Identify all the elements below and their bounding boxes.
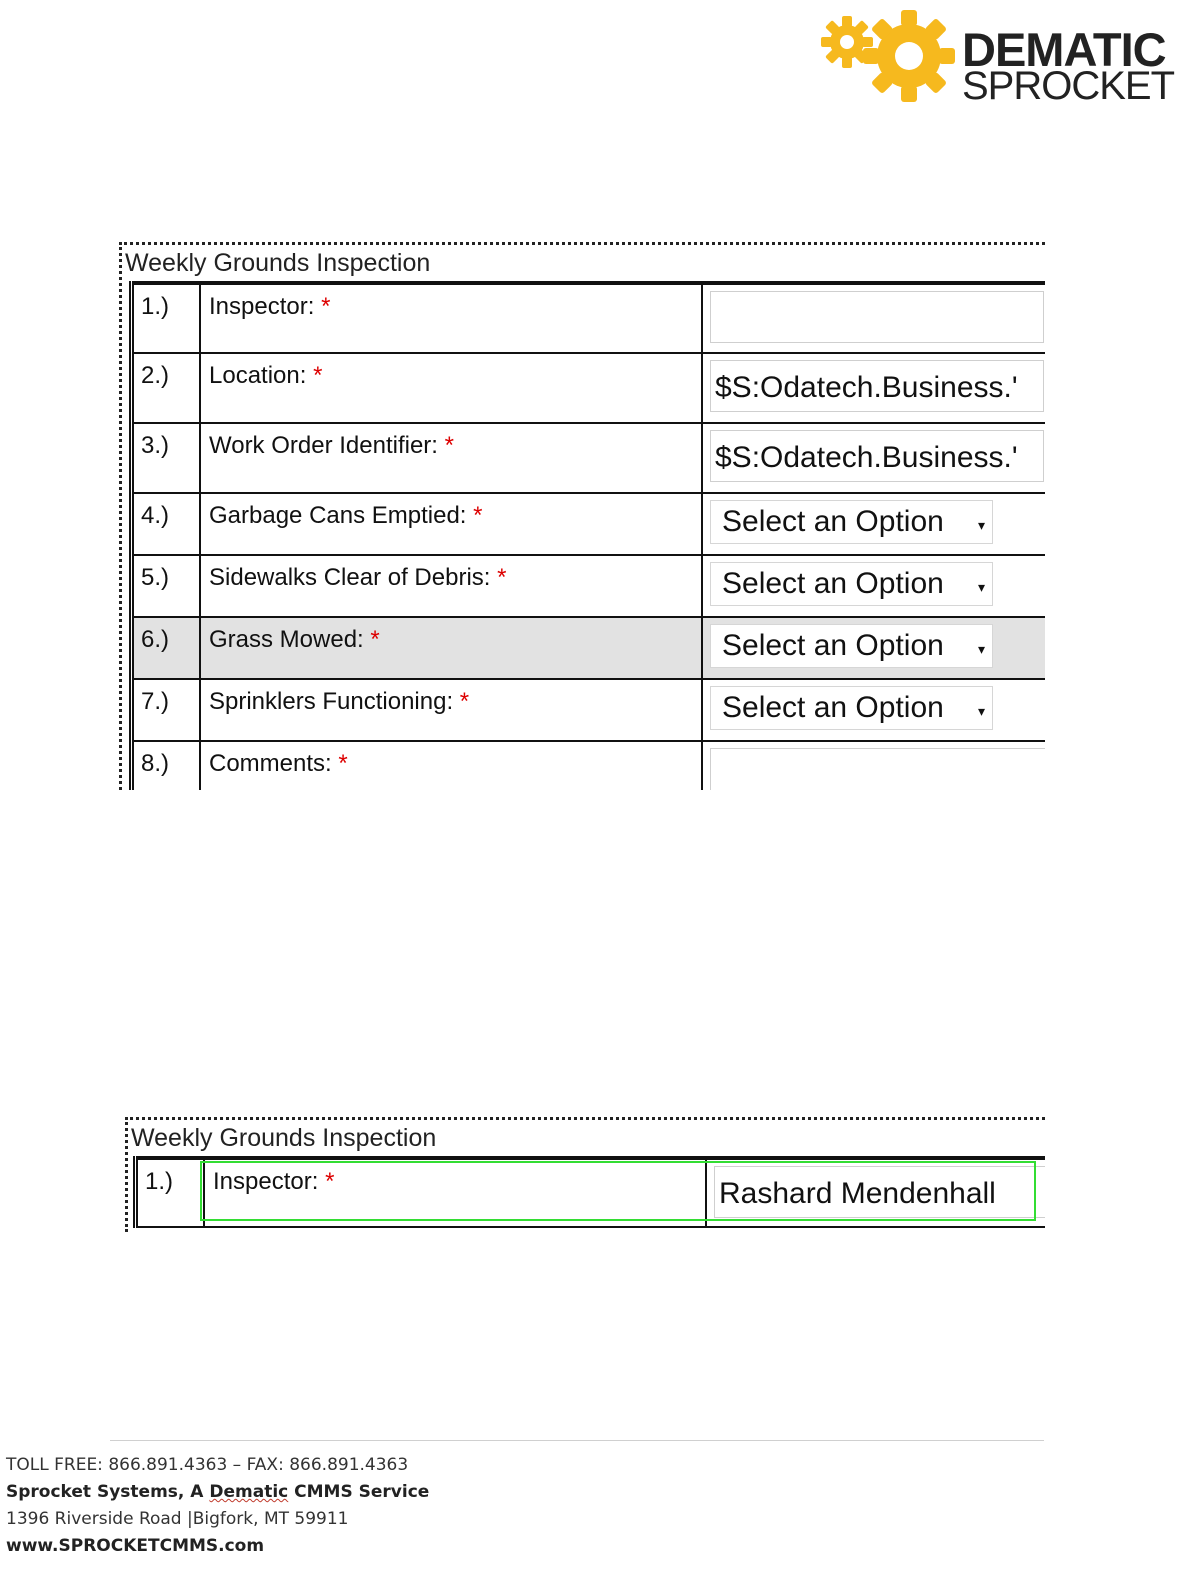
logo-text-sprocket: SPROCKET — [962, 64, 1175, 108]
row-number: 3.) — [132, 423, 201, 493]
table-row — [132, 353, 1046, 423]
field-label-text: Comments: — [209, 750, 332, 777]
footer-phones: TOLL FREE: 866.891.4363 – FAX: 866.891.4363 — [6, 1455, 409, 1475]
field-label-text: Location: — [209, 362, 307, 389]
field-label-text: Inspector: — [209, 293, 315, 320]
field-label — [200, 741, 702, 790]
table-row — [132, 283, 1046, 353]
row-number: 6.) — [132, 617, 201, 679]
field-label-text: Garbage Cans Emptied: — [209, 502, 467, 529]
footer-company-dematic: Dematic — [209, 1482, 289, 1502]
required-marker: * — [473, 502, 483, 529]
garbage-cans-select[interactable] — [710, 500, 993, 544]
field-label — [200, 423, 702, 493]
form-title: Weekly Grounds Inspection — [131, 1124, 437, 1152]
footer-company-prefix: Sprocket Systems, A — [6, 1482, 210, 1502]
required-marker: * — [338, 750, 348, 777]
field-label — [200, 283, 702, 353]
footer-address: 1396 Riverside Road |Bigfork, MT 59911 — [6, 1509, 349, 1529]
form-screenshot-1 — [119, 242, 1045, 790]
dematic-sprocket-logo — [815, 8, 1180, 108]
inspector-input[interactable] — [710, 291, 1044, 343]
form-title: Weekly Grounds Inspection — [125, 249, 431, 277]
field-label-text: Work Order Identifier: — [209, 432, 438, 459]
field-value-cell — [702, 493, 1045, 555]
field-label — [200, 353, 702, 423]
field-label — [200, 493, 702, 555]
select-value: Select an Option — [722, 629, 944, 662]
field-value-cell — [702, 423, 1045, 493]
dropdown-arrow-icon: ▾ — [977, 641, 985, 657]
row-number: 4.) — [132, 493, 201, 555]
field-value-cell — [702, 741, 1045, 790]
sprinklers-select[interactable] — [710, 686, 993, 730]
footer-company-suffix: CMMS Service — [288, 1482, 430, 1502]
field-value-cell — [702, 679, 1045, 741]
row-number: 8.) — [132, 741, 201, 790]
required-marker: * — [370, 626, 380, 653]
select-value: Select an Option — [722, 691, 944, 724]
field-value-cell — [702, 353, 1045, 423]
logo-text-dematic: DEMATIC — [962, 23, 1166, 76]
field-value-cell — [702, 283, 1045, 353]
select-value: Select an Option — [722, 567, 944, 600]
table-row — [132, 493, 1046, 555]
dropdown-arrow-icon: ▾ — [977, 579, 985, 595]
work-order-identifier-input[interactable]: $S:Odatech.Business.' — [710, 430, 1044, 482]
form-screenshot-2 — [125, 1117, 1045, 1232]
row-number: 7.) — [132, 679, 201, 741]
footer-website[interactable]: www.SPROCKETCMMS.com — [6, 1536, 265, 1556]
dropdown-arrow-icon: ▾ — [977, 703, 985, 719]
table-row — [132, 423, 1046, 493]
location-input[interactable]: $S:Odatech.Business.' — [710, 360, 1044, 412]
table-row — [132, 741, 1046, 790]
table-row — [132, 679, 1046, 741]
field-label-text: Inspector: — [213, 1168, 319, 1195]
footer-divider — [110, 1440, 1044, 1441]
row-number: 1.) — [132, 283, 201, 353]
field-label-text: Sprinklers Functioning: — [209, 688, 454, 715]
dropdown-arrow-icon: ▾ — [977, 517, 985, 533]
field-label — [200, 555, 702, 617]
select-value: Select an Option — [722, 505, 944, 538]
required-marker: * — [321, 293, 331, 320]
required-marker: * — [325, 1168, 335, 1195]
table-row — [132, 555, 1046, 617]
field-label-text: Grass Mowed: — [209, 626, 364, 653]
required-marker: * — [444, 432, 454, 459]
inspector-input-filled[interactable]: Rashard Mendenhall — [714, 1166, 1045, 1218]
table-row — [132, 617, 1046, 679]
required-marker: * — [459, 688, 470, 715]
grass-mowed-select[interactable] — [710, 624, 993, 668]
field-value-cell — [702, 617, 1045, 679]
field-label — [200, 617, 702, 679]
comments-textarea[interactable] — [710, 748, 1045, 790]
required-marker: * — [497, 564, 507, 591]
footer-company — [6, 1479, 429, 1506]
gears-icon — [815, 8, 960, 104]
inspection-form-table — [129, 281, 1045, 790]
footer — [6, 1452, 429, 1560]
highlight-box — [200, 1161, 1036, 1221]
sidewalks-select[interactable] — [710, 562, 993, 606]
field-label-text: Sidewalks Clear of Debris: — [209, 564, 491, 591]
row-number: 5.) — [132, 555, 201, 617]
row-number: 2.) — [132, 353, 201, 423]
field-value-cell — [702, 555, 1045, 617]
field-label — [200, 679, 702, 741]
row-number: 1.) — [136, 1158, 205, 1227]
required-marker: * — [313, 362, 323, 389]
